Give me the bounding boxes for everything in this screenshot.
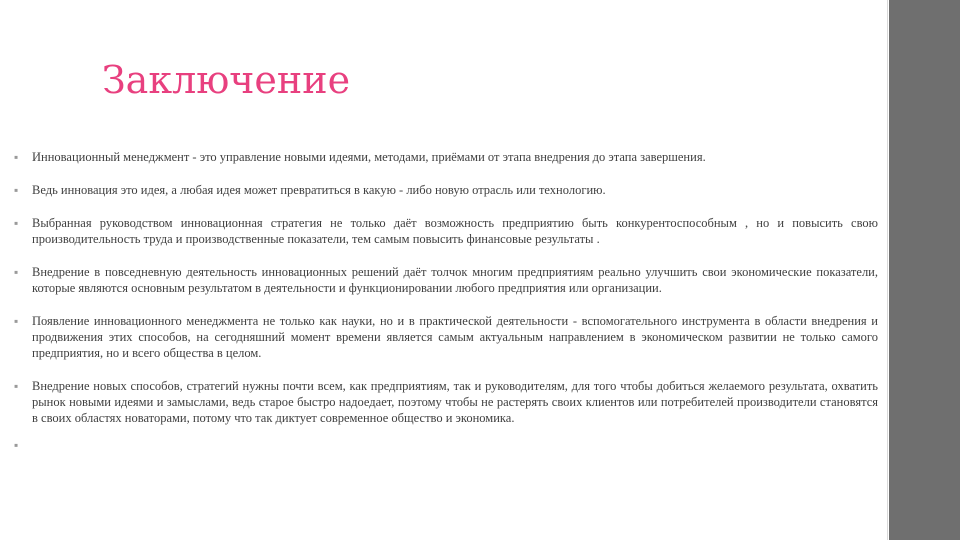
bullet-item bbox=[14, 378, 878, 426]
bullet-marker-icon: ▪ bbox=[14, 183, 19, 197]
bullet-marker-icon: ▪ bbox=[14, 379, 19, 393]
bullet-text: Ведь инновация это идея, а любая идея может превратиться в какую - либо новую отрасль или технологию. bbox=[32, 183, 606, 197]
bullet-item bbox=[14, 182, 878, 198]
bullet-item bbox=[14, 313, 878, 361]
bullet-text: Внедрение в повседневную деятельность инновационных решений даёт толчок многим предприятиям реально улучшить свои экономические показатели, которые являются основным результатом в деятельности и функционировании любого предприятия или организации. bbox=[32, 265, 878, 295]
side-bar bbox=[889, 0, 960, 540]
bullet-item bbox=[14, 215, 878, 247]
bullet-marker-icon: ▪ bbox=[14, 150, 19, 164]
side-bar-divider bbox=[887, 0, 888, 540]
bullet-marker-icon: ▪ bbox=[14, 265, 19, 279]
bullet-marker-icon: ▪ bbox=[14, 438, 19, 452]
bullet-item bbox=[14, 264, 878, 296]
bullet-text: Инновационный менеджмент - это управление новыми идеями, методами, приёмами от этапа внедрения до этапа завершения. bbox=[32, 150, 706, 164]
bullet-item-empty bbox=[14, 437, 878, 451]
bullet-item bbox=[14, 149, 878, 165]
bullet-marker-icon: ▪ bbox=[14, 216, 19, 230]
bullet-text: Внедрение новых способов, стратегий нужны почти всем, как предприятиям, так и руководителям, для того чтобы добиться желаемого результата, охватить рынок новыми идеями и замыслами, ведь старое быстро надоедает, поэтому чтобы не растерять своих клиентов или потребителей производители становятся в своих областях новаторами, потому что так диктует современное общество и экономика. bbox=[32, 379, 878, 425]
bullet-marker-icon: ▪ bbox=[14, 314, 19, 328]
slide-title: Заключение bbox=[102, 58, 351, 102]
bullet-text: Появление инновационного менеджмента не только как науки, но и в практической деятельности - вспомогательного инструмента в области внедрения и продвижения этих способов, на сегодняшний момент времени является самым актуальным направлением в экономическом развитии не только самого предприятия, но и всего общества в целом. bbox=[32, 314, 878, 360]
bullet-list bbox=[14, 149, 878, 468]
bullet-text: Выбранная руководством инновационная стратегия не только даёт возможность предприятию быть конкурентоспособным , но и повысить свою производительность труда и производственные показатели, тем самым повысить финансовые результаты . bbox=[32, 216, 878, 246]
